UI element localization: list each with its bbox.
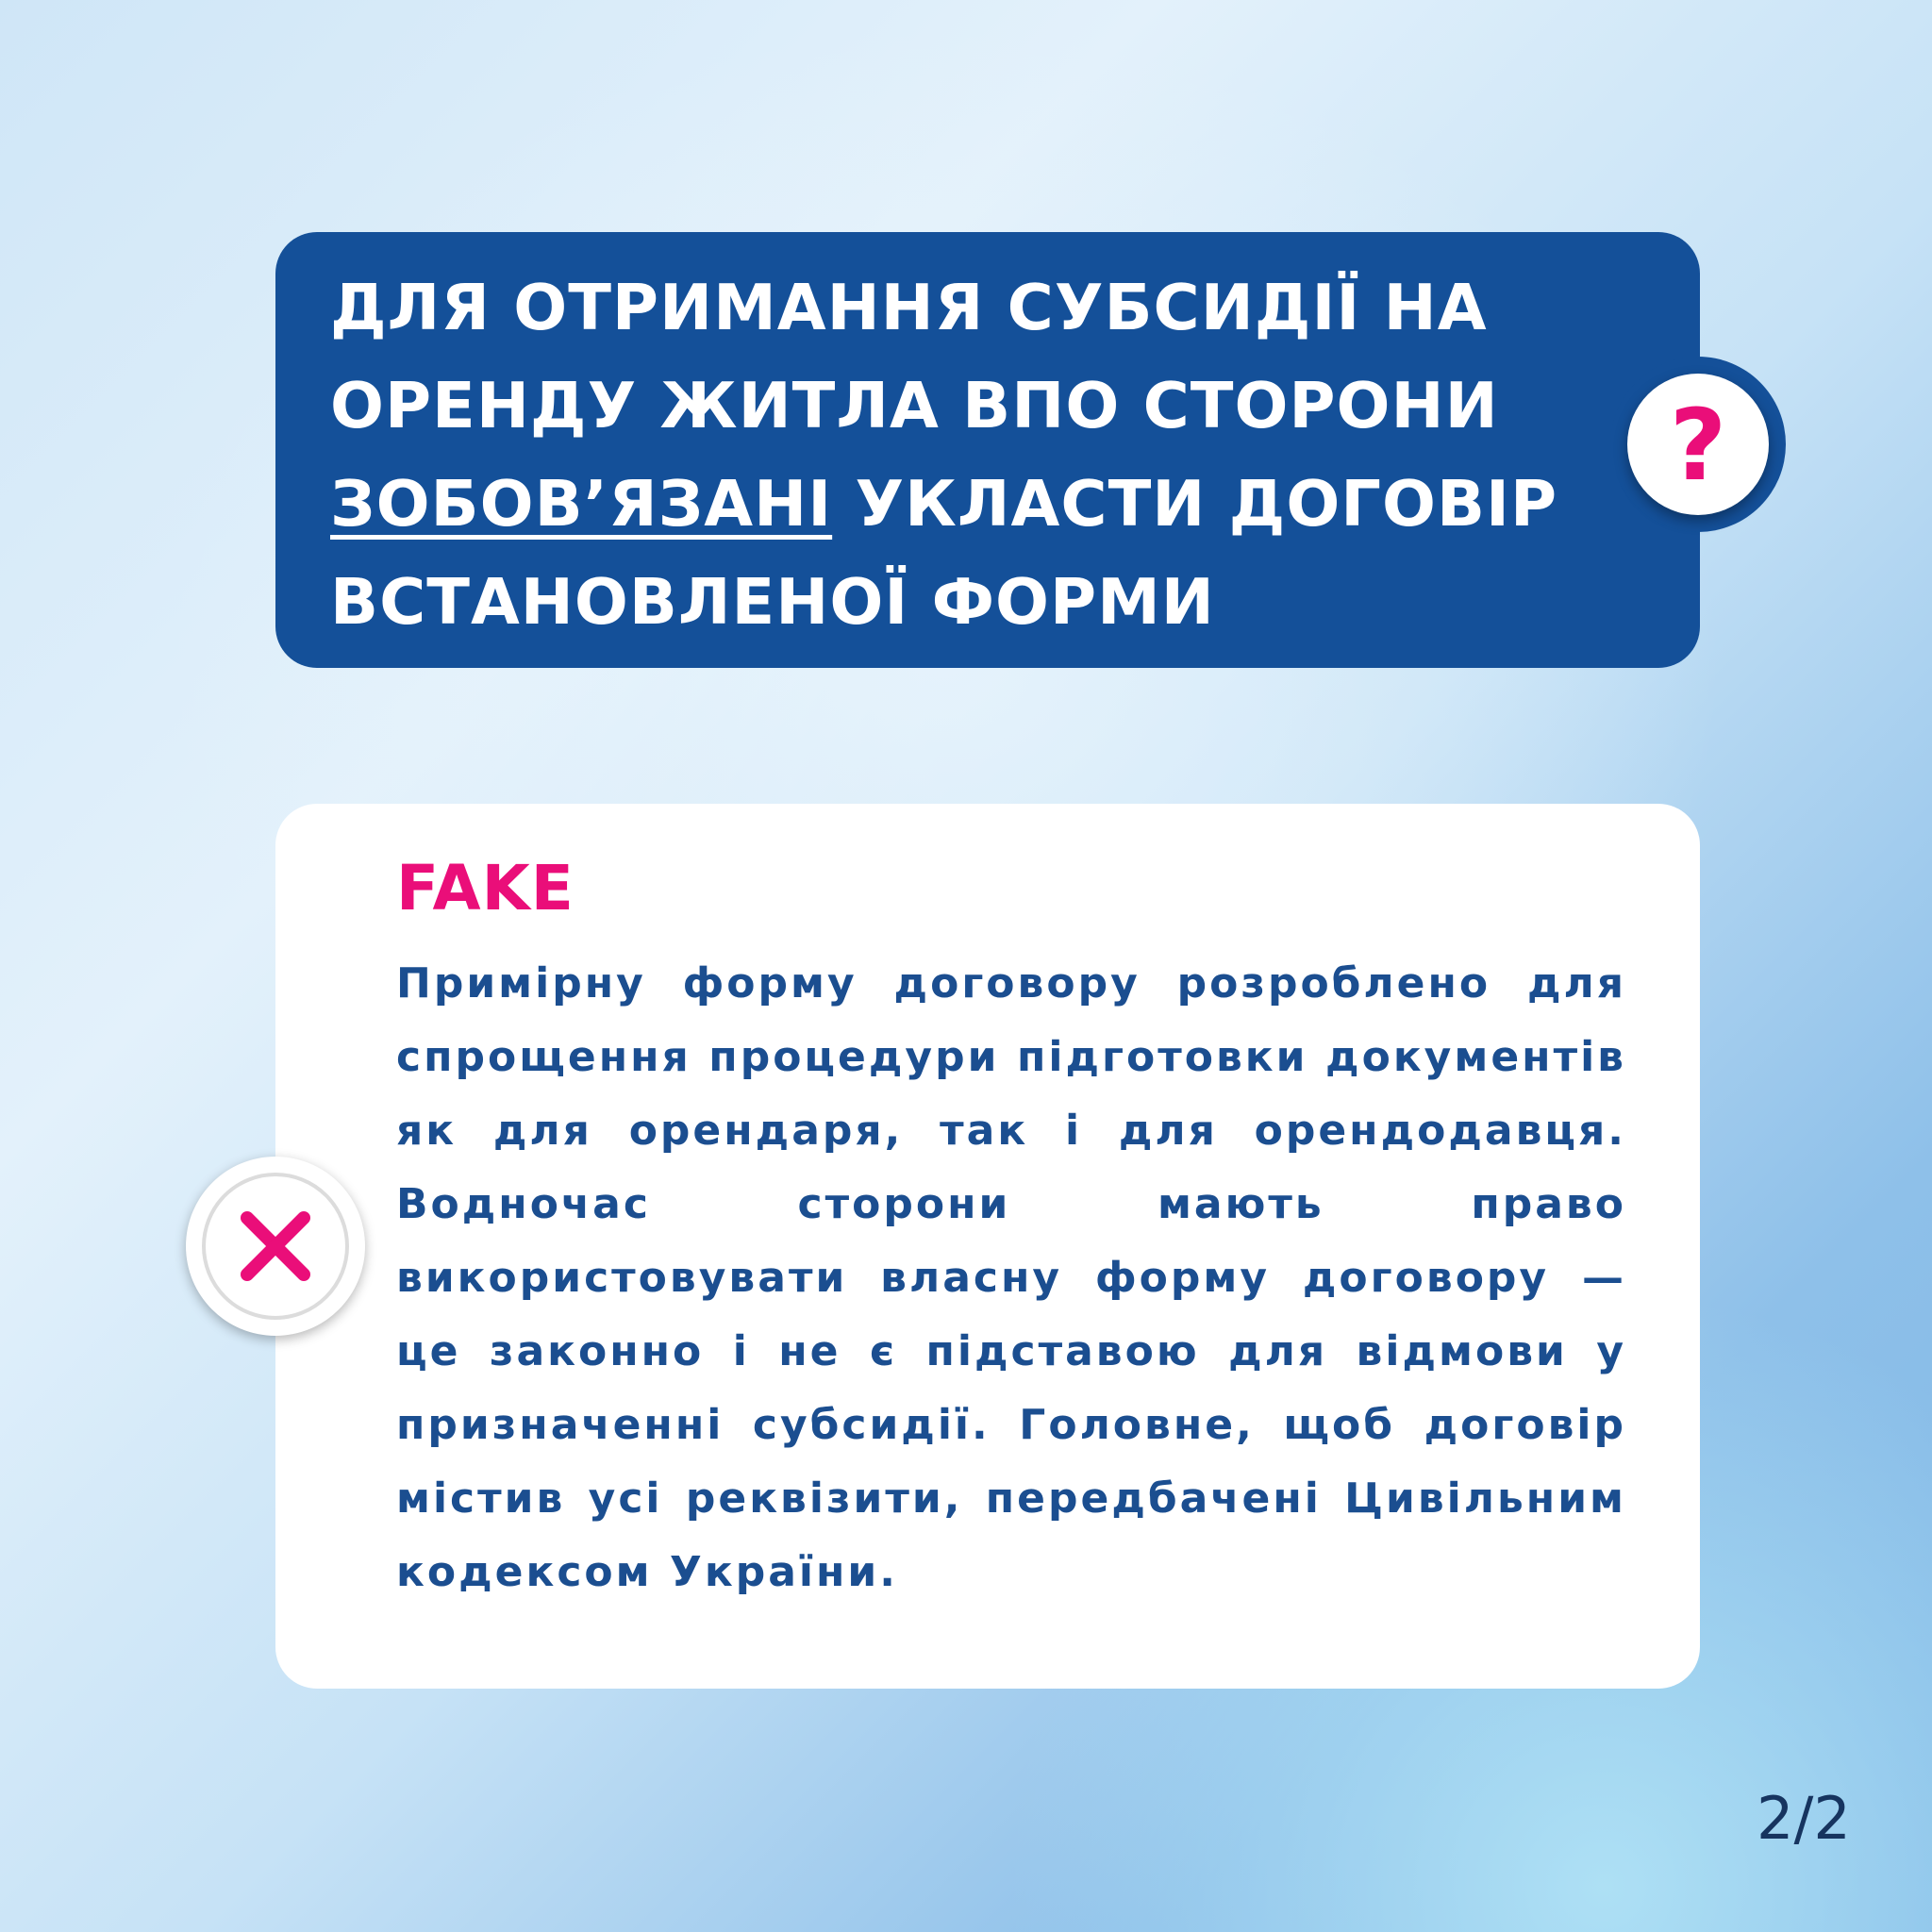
question-emphasis: ЗОБОВ’ЯЗАНІ xyxy=(330,467,833,541)
question-line-2: ОРЕНДУ ЖИТЛА ВПО СТОРОНИ xyxy=(330,369,1499,442)
fake-badge-ring xyxy=(202,1173,349,1320)
question-line-1: ДЛЯ ОТРИМАННЯ СУБСИДІЇ НА xyxy=(330,271,1488,344)
page-indicator: 2/2 xyxy=(1757,1784,1851,1853)
question-heading xyxy=(330,258,1624,651)
question-mark-icon: ? xyxy=(1669,388,1727,503)
question-card xyxy=(275,232,1700,668)
question-badge xyxy=(1610,357,1786,532)
cross-icon xyxy=(238,1208,313,1284)
question-line-3: УКЛАСТИ ДОГОВІР xyxy=(832,467,1558,541)
verdict-label: FAKE xyxy=(396,852,575,924)
question-line-4: ВСТАНОВЛЕНОЇ ФОРМИ xyxy=(330,565,1215,639)
explanation-text: Примірну форму договору розроблено для спрощення процедури підготовки документів як для орендаря, так і для орендодавця. Водночас сторони мають право використовувати власну форму договору — це законно і не є підставою для відмови у призначенні субсидії. Головне, щоб договір містив усі реквізити, передбачені Цивільним кодексом України. xyxy=(396,959,1626,1596)
answer-card xyxy=(275,804,1700,1689)
fake-badge xyxy=(186,1157,365,1336)
question-badge-circle xyxy=(1627,374,1769,515)
